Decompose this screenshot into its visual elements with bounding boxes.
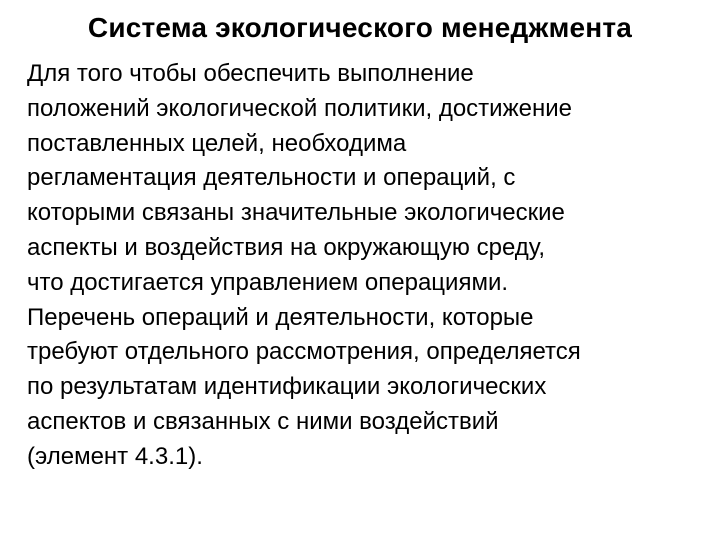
text-line: аспектов и связанных с ними воздействий	[27, 407, 499, 435]
text-line: Для того чтобы обеспечить выполнение	[27, 60, 474, 87]
text-line: (элемент 4.3.1).	[27, 442, 203, 470]
text-line: требуют отдельного рассмотрения, определяется	[27, 338, 581, 366]
text-line: что достигается управлением операциями.	[27, 268, 509, 296]
paragraph-1	[27, 57, 717, 335]
slide-title: Система экологического менеджмента	[87, 12, 633, 43]
text-line: поставленных целей, необходима	[27, 129, 407, 157]
text-line: регламентация деятельности и операций, с	[27, 164, 516, 192]
slide-body	[27, 57, 717, 475]
text-line: которыми связаны значительные экологические	[27, 199, 565, 227]
text-line: положений экологической политики, достижение	[27, 94, 572, 122]
text-line: Перечень операций и деятельности, которые	[27, 303, 534, 331]
paragraph-2	[27, 335, 717, 474]
text-line: аспекты и воздействия на окружающую среду,	[27, 233, 546, 261]
text-line: по результатам идентификации экологических	[27, 373, 547, 401]
